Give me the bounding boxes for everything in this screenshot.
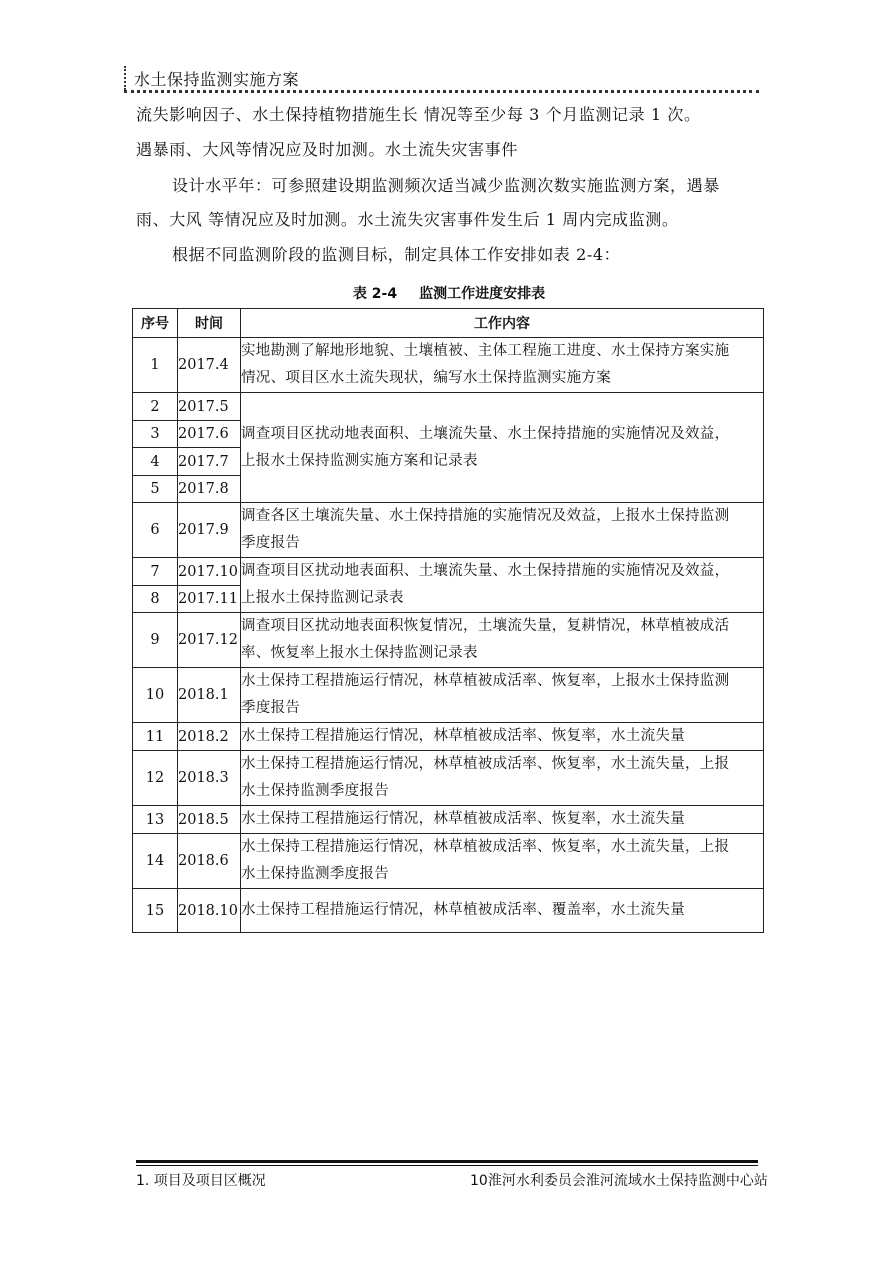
- row-no: 11: [133, 723, 178, 751]
- page-number: 10: [470, 1173, 488, 1189]
- table-row: [133, 751, 764, 806]
- table-row: [133, 889, 764, 933]
- row-no: 12: [133, 751, 178, 806]
- row-content: [241, 751, 764, 806]
- footer-rule-thick: [136, 1160, 758, 1163]
- row-no: 14: [133, 834, 178, 889]
- row-content: [241, 834, 764, 889]
- table-row: [133, 668, 764, 723]
- paragraph-line-4: 雨、大风 等情况应及时加测。水土流失灾害事件发生后 1 周内完成监测。: [136, 210, 679, 229]
- row-no: 6: [133, 503, 178, 558]
- schedule-table: [132, 308, 764, 933]
- footer-organization: [470, 1170, 768, 1190]
- table-header-row: [133, 309, 764, 338]
- row-no: 2: [133, 393, 178, 421]
- footer-rule-thin: [136, 1165, 758, 1166]
- content-line: 季度报告: [241, 700, 301, 716]
- row-time: 2018.10: [178, 889, 241, 933]
- content-line: 调查项目区扰动地表面积、土壤流失量、水土保持措施的实施情况及效益，: [241, 563, 730, 579]
- row-no: 4: [133, 448, 178, 476]
- table-row: [133, 558, 764, 586]
- row-content: [241, 338, 764, 393]
- row-content: [241, 503, 764, 558]
- row-no: 3: [133, 421, 178, 448]
- row-no: 10: [133, 668, 178, 723]
- header-left-rule: [124, 66, 126, 90]
- row-time: 2017.4: [178, 338, 241, 393]
- row-content: 水土保持工程措施运行情况，林草植被成活率、恢复率，水土流失量: [241, 723, 764, 751]
- row-content: [241, 393, 764, 503]
- content-line: 水土保持工程措施运行情况，林草植被成活率、恢复率，水土流失量，上报: [241, 839, 730, 855]
- row-time: 2017.6: [178, 421, 241, 448]
- content-line: 率、恢复率上报水土保持监测记录表: [241, 645, 478, 661]
- row-time: 2018.1: [178, 668, 241, 723]
- header-no: 序号: [133, 309, 178, 338]
- header-time: 时间: [178, 309, 241, 338]
- header-rule: [124, 90, 759, 93]
- row-time: 2017.5: [178, 393, 241, 421]
- table-row: [133, 834, 764, 889]
- content-line: 水土保持监测季度报告: [241, 866, 389, 882]
- row-time: 2017.7: [178, 448, 241, 476]
- row-no: 9: [133, 613, 178, 668]
- row-time: 2018.3: [178, 751, 241, 806]
- content-line: 上报水土保持监测记录表: [241, 590, 404, 606]
- table-row: [133, 723, 764, 751]
- paragraph-line-2: 遇暴雨、大风等情况应及时加测。水土流失灾害事件: [136, 140, 518, 159]
- table-row: [133, 613, 764, 668]
- table-caption: [136, 283, 762, 303]
- paragraph-line-3: 设计水平年：可参照建设期监测频次适当减少监测次数实施监测方案，遇暴: [172, 176, 720, 195]
- content-line: 水土保持工程措施运行情况，林草植被成活率、恢复率，水土流失量，上报: [241, 756, 730, 772]
- content-line: 水土保持工程措施运行情况，林草植被成活率、恢复率，上报水土保持监测: [241, 673, 730, 689]
- row-content: [241, 668, 764, 723]
- row-time: 2018.6: [178, 834, 241, 889]
- row-time: 2018.5: [178, 806, 241, 834]
- row-content: 水土保持工程措施运行情况，林草植被成活率、覆盖率，水土流失量: [241, 889, 764, 933]
- row-no: 13: [133, 806, 178, 834]
- paragraph-line-1: 流失影响因子、水土保持植物措施生长 情况等至少每 3 个月监测记录 1 次。: [136, 105, 701, 124]
- content-line: 调查项目区扰动地表面积、土壤流失量、水土保持措施的实施情况及效益，: [241, 425, 730, 442]
- row-time: 2017.10: [178, 558, 241, 586]
- content-line: 调查各区土壤流失量、水土保持措施的实施情况及效益，上报水土保持监测: [241, 508, 730, 524]
- row-time: 2017.8: [178, 476, 241, 503]
- content-line: 季度报告: [241, 535, 301, 551]
- row-no: 1: [133, 338, 178, 393]
- header-title: 水土保持监测实施方案: [134, 70, 300, 89]
- row-content: 水土保持工程措施运行情况，林草植被成活率、恢复率，水土流失量: [241, 806, 764, 834]
- table-row: [133, 393, 764, 421]
- content-line: 实地勘测了解地形地貌、土壤植被、主体工程施工进度、水土保持方案实施: [241, 343, 730, 359]
- row-content: [241, 558, 764, 613]
- header-content: 工作内容: [241, 309, 764, 338]
- row-time: 2018.2: [178, 723, 241, 751]
- footer-organization-name: 淮河水利委员会淮河流域水土保持监测中心站: [487, 1173, 768, 1189]
- table-caption-number: 表 2-4: [352, 286, 398, 302]
- table-caption-title: 监测工作进度安排表: [419, 286, 546, 302]
- row-content: [241, 613, 764, 668]
- content-line: 上报水土保持监测实施方案和记录表: [241, 452, 478, 469]
- content-line: 水土保持监测季度报告: [241, 783, 389, 799]
- content-line: 调查项目区扰动地表面积恢复情况，土壤流失量，复耕情况，林草植被成活: [241, 618, 730, 634]
- content-line: 情况、项目区水土流失现状，编写水土保持监测实施方案: [241, 370, 611, 386]
- table-row: [133, 806, 764, 834]
- table-row: [133, 338, 764, 393]
- row-no: 7: [133, 558, 178, 586]
- row-time: 2017.9: [178, 503, 241, 558]
- row-time: 2017.11: [178, 586, 241, 613]
- row-no: 5: [133, 476, 178, 503]
- footer-chapter: 1. 项目及项目区概况: [136, 1173, 266, 1189]
- row-time: 2017.12: [178, 613, 241, 668]
- row-no: 8: [133, 586, 178, 613]
- paragraph-line-5: 根据不同监测阶段的监测目标，制定具体工作安排如表 2-4：: [172, 245, 621, 264]
- page-header: [124, 64, 759, 92]
- table-row: [133, 503, 764, 558]
- row-no: 15: [133, 889, 178, 933]
